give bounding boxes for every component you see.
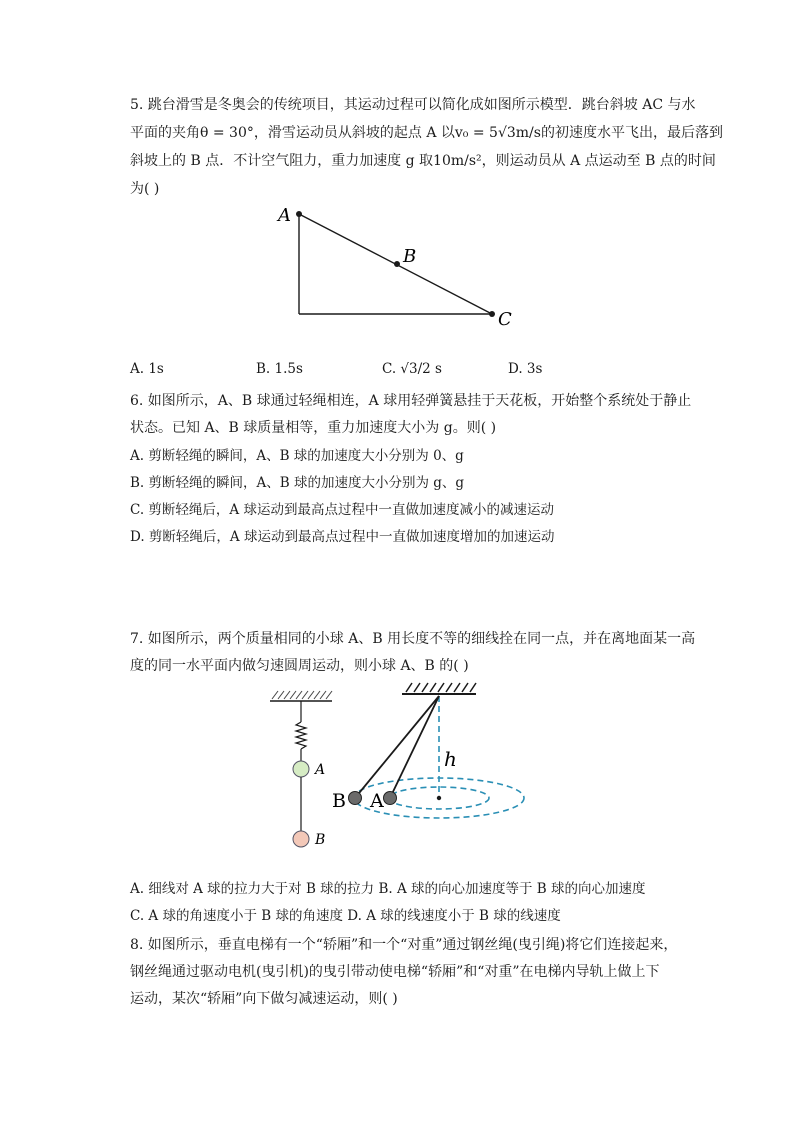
q6-option-a[interactable]: A. 剪断轻绳的瞬间，A、B 球的加速度大小分别为 0、g xyxy=(130,448,464,464)
q7-spring-coil xyxy=(296,722,306,749)
q7-right-label-a: A xyxy=(370,790,384,812)
q8-line-3: 运动，某次“轿厢”向下做匀减速运动，则( ) xyxy=(130,991,398,1007)
q6-option-c[interactable]: C. 剪断轻绳后，A 球运动到最高点过程中一直做加速度减小的减速运动 xyxy=(130,502,554,518)
q5-point-b xyxy=(394,261,400,267)
q7-pendulum-ball-a xyxy=(384,792,397,805)
q7-left-label-a: A xyxy=(315,762,326,778)
q5-label-a: A xyxy=(278,205,291,226)
q7-orbit-center xyxy=(437,796,441,800)
q7-ceiling-hatch xyxy=(272,691,332,699)
q5-option-c[interactable]: C. √3/2 s xyxy=(382,361,442,377)
q7-ball-a xyxy=(293,761,309,777)
q6-option-d[interactable]: D. 剪断轻绳后，A 球运动到最高点过程中一直做加速度增加的加速运动 xyxy=(130,529,555,545)
q7-right-label-b: B xyxy=(332,790,346,812)
q7-pendulum-hatch xyxy=(406,683,476,692)
q5-slope-figure xyxy=(270,200,530,330)
q5-point-c xyxy=(489,311,495,317)
q5-label-c: C xyxy=(498,309,512,330)
q5-line-3: 斜坡上的 B 点．不计空气阻力，重力加速度 g 取10m/s²，则运动员从 A 点运动至 B 点的时间 xyxy=(130,153,716,169)
q7-options-row-2[interactable]: C. A 球的角速度小于 B 球的角速度 D. A 球的线速度小于 B 球的线速度 xyxy=(130,908,561,924)
q8-line-2: 钢丝绳通过驱动电机(曳引机)的曳引带动使电梯“轿厢”和“对重”在电梯内导轨上做上下 xyxy=(130,964,660,980)
q7-line-1: 7. 如图所示，两个质量相同的小球 A、B 用长度不等的细线拴在同一点，并在离地面某一高 xyxy=(130,631,696,647)
q5-line-1: 5. 跳台滑雪是冬奥会的传统项目，其运动过程可以简化成如图所示模型．跳台斜坡 AC 与水 xyxy=(130,97,696,113)
q5-label-b: B xyxy=(403,246,417,267)
q7-options-row-1[interactable]: A. 细线对 A 球的拉力大于对 B 球的拉力 B. A 球的向心加速度等于 B 球的向心加速度 xyxy=(130,881,646,897)
q5-line-2: 平面的夹角θ = 30°，滑雪运动员从斜坡的起点 A 以v₀ = 5√3m/s的初速度水平飞出，最后落到 xyxy=(130,125,723,141)
q5-point-a xyxy=(296,211,302,217)
q5-line-4: 为( ) xyxy=(130,181,160,197)
q8-line-1: 8. 如图所示，垂直电梯有一个“轿厢”和一个“对重”通过钢丝绳(曳引绳)将它们连接起来， xyxy=(130,937,678,953)
q7-left-label-b: B xyxy=(315,832,326,848)
q5-option-a[interactable]: A. 1s xyxy=(130,361,164,377)
q6-option-b[interactable]: B. 剪断轻绳的瞬间，A、B 球的加速度大小分别为 g、g xyxy=(130,475,465,491)
q5-option-d[interactable]: D. 3s xyxy=(508,361,543,377)
q7-conical-pendulum-figure xyxy=(330,680,530,825)
q6-line-2: 状态。已知 A、B 球质量相等，重力加速度大小为 g。则( ) xyxy=(130,420,497,436)
q7-pendulum-ball-b xyxy=(349,792,362,805)
q6-line-1: 6. 如图所示，A、B 球通过轻绳相连，A 球用轻弹簧悬挂于天花板，开始整个系统处于静止 xyxy=(130,393,692,409)
q7-line-2: 度的同一水平面内做匀速圆周运动，则小球 A、B 的( ) xyxy=(130,658,469,674)
q7-label-h: h xyxy=(444,747,457,771)
q5-option-b[interactable]: B. 1.5s xyxy=(256,361,303,377)
q7-ball-b xyxy=(293,831,309,847)
